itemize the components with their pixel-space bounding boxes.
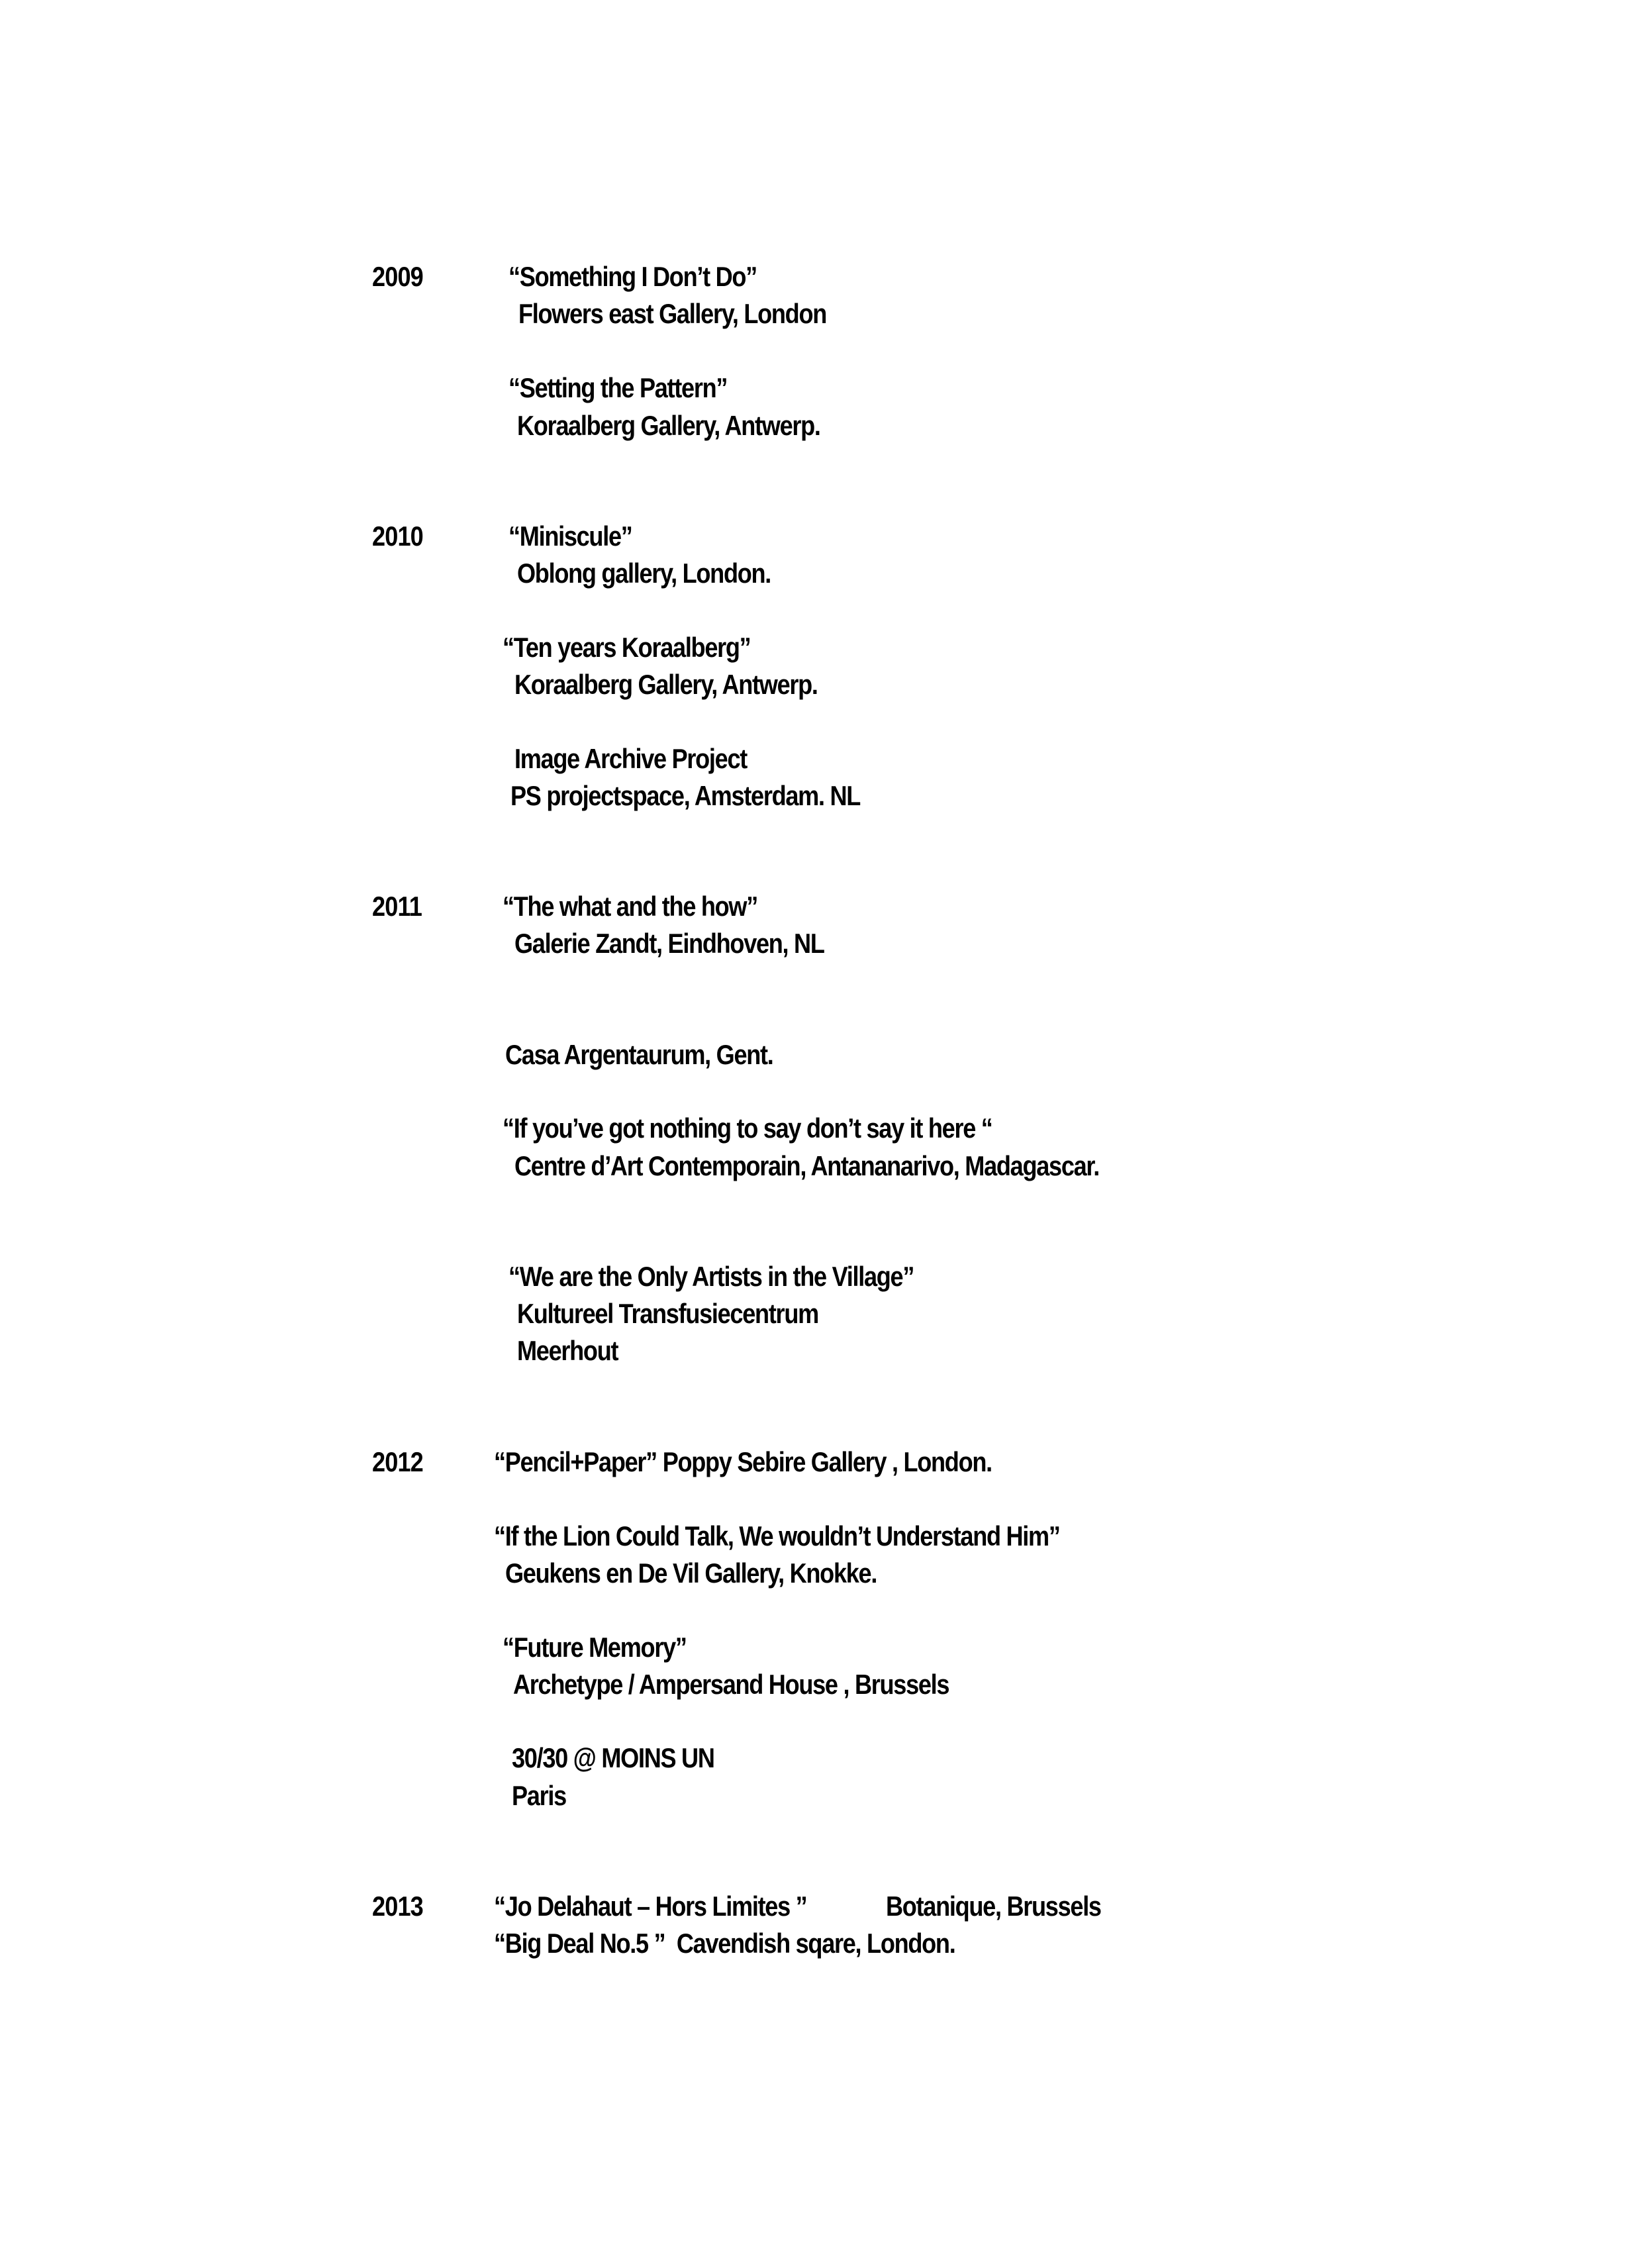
exhibition-venue: Botanique, Brussels bbox=[886, 1891, 1101, 1922]
exhibition-venue: Galerie Zandt, Eindhoven, NL bbox=[514, 928, 824, 959]
exhibition-title: “Miniscule” bbox=[508, 520, 632, 552]
exhibition-venue: Koraalberg Gallery, Antwerp. bbox=[517, 410, 820, 441]
year-2011: 2011 bbox=[372, 891, 422, 922]
exhibition-venue: PS projectspace, Amsterdam. NL bbox=[510, 780, 861, 811]
exhibition-title: “If you’ve got nothing to say don’t say it here “ bbox=[503, 1112, 992, 1144]
exhibition-venue: Koraalberg Gallery, Antwerp. bbox=[514, 669, 818, 700]
exhibition-venue: Geukens en De Vil Gallery, Knokke. bbox=[505, 1557, 877, 1589]
exhibition-venue: Paris bbox=[512, 1780, 566, 1811]
exhibition-title: “Big Deal No.5 ” Cavendish sqare, London. bbox=[494, 1928, 955, 1959]
exhibition-title: “Setting the Pattern” bbox=[508, 372, 728, 403]
year-2012: 2012 bbox=[372, 1446, 423, 1477]
exhibition-venue: Flowers east Gallery, London bbox=[518, 298, 827, 329]
exhibition-title: “Ten years Koraalberg” bbox=[503, 632, 751, 663]
exhibition-title: “The what and the how” bbox=[503, 891, 757, 922]
exhibition-title: “Something I Don’t Do” bbox=[508, 261, 757, 292]
exhibition-title: “If the Lion Could Talk, We wouldn’t Understand Him” bbox=[494, 1520, 1060, 1552]
exhibition-title: “Jo Delahaut – Hors Limites ” bbox=[494, 1891, 807, 1922]
exhibition-title: “We are the Only Artists in the Village” bbox=[508, 1261, 914, 1292]
exhibition-title: 30/30 @ MOINS UN bbox=[512, 1742, 714, 1773]
exhibition-title: “Future Memory” bbox=[503, 1632, 687, 1663]
exhibition-venue: Casa Argentaurum, Gent. bbox=[505, 1039, 773, 1070]
exhibition-venue: Kultureel Transfusiecentrum bbox=[517, 1298, 818, 1329]
exhibition-venue: Archetype / Ampersand House , Brussels bbox=[513, 1669, 949, 1700]
exhibition-title: “Pencil+Paper” Poppy Sebire Gallery , London. bbox=[494, 1446, 992, 1477]
year-2013: 2013 bbox=[372, 1891, 423, 1922]
exhibition-venue: Centre d’Art Contemporain, Antananarivo, Madagascar. bbox=[514, 1150, 1099, 1181]
year-2009: 2009 bbox=[372, 261, 423, 292]
exhibition-venue: Oblong gallery, London. bbox=[517, 558, 771, 589]
exhibition-venue: Meerhout bbox=[517, 1335, 618, 1366]
year-2010: 2010 bbox=[372, 520, 423, 552]
exhibition-title: Image Archive Project bbox=[514, 743, 748, 774]
